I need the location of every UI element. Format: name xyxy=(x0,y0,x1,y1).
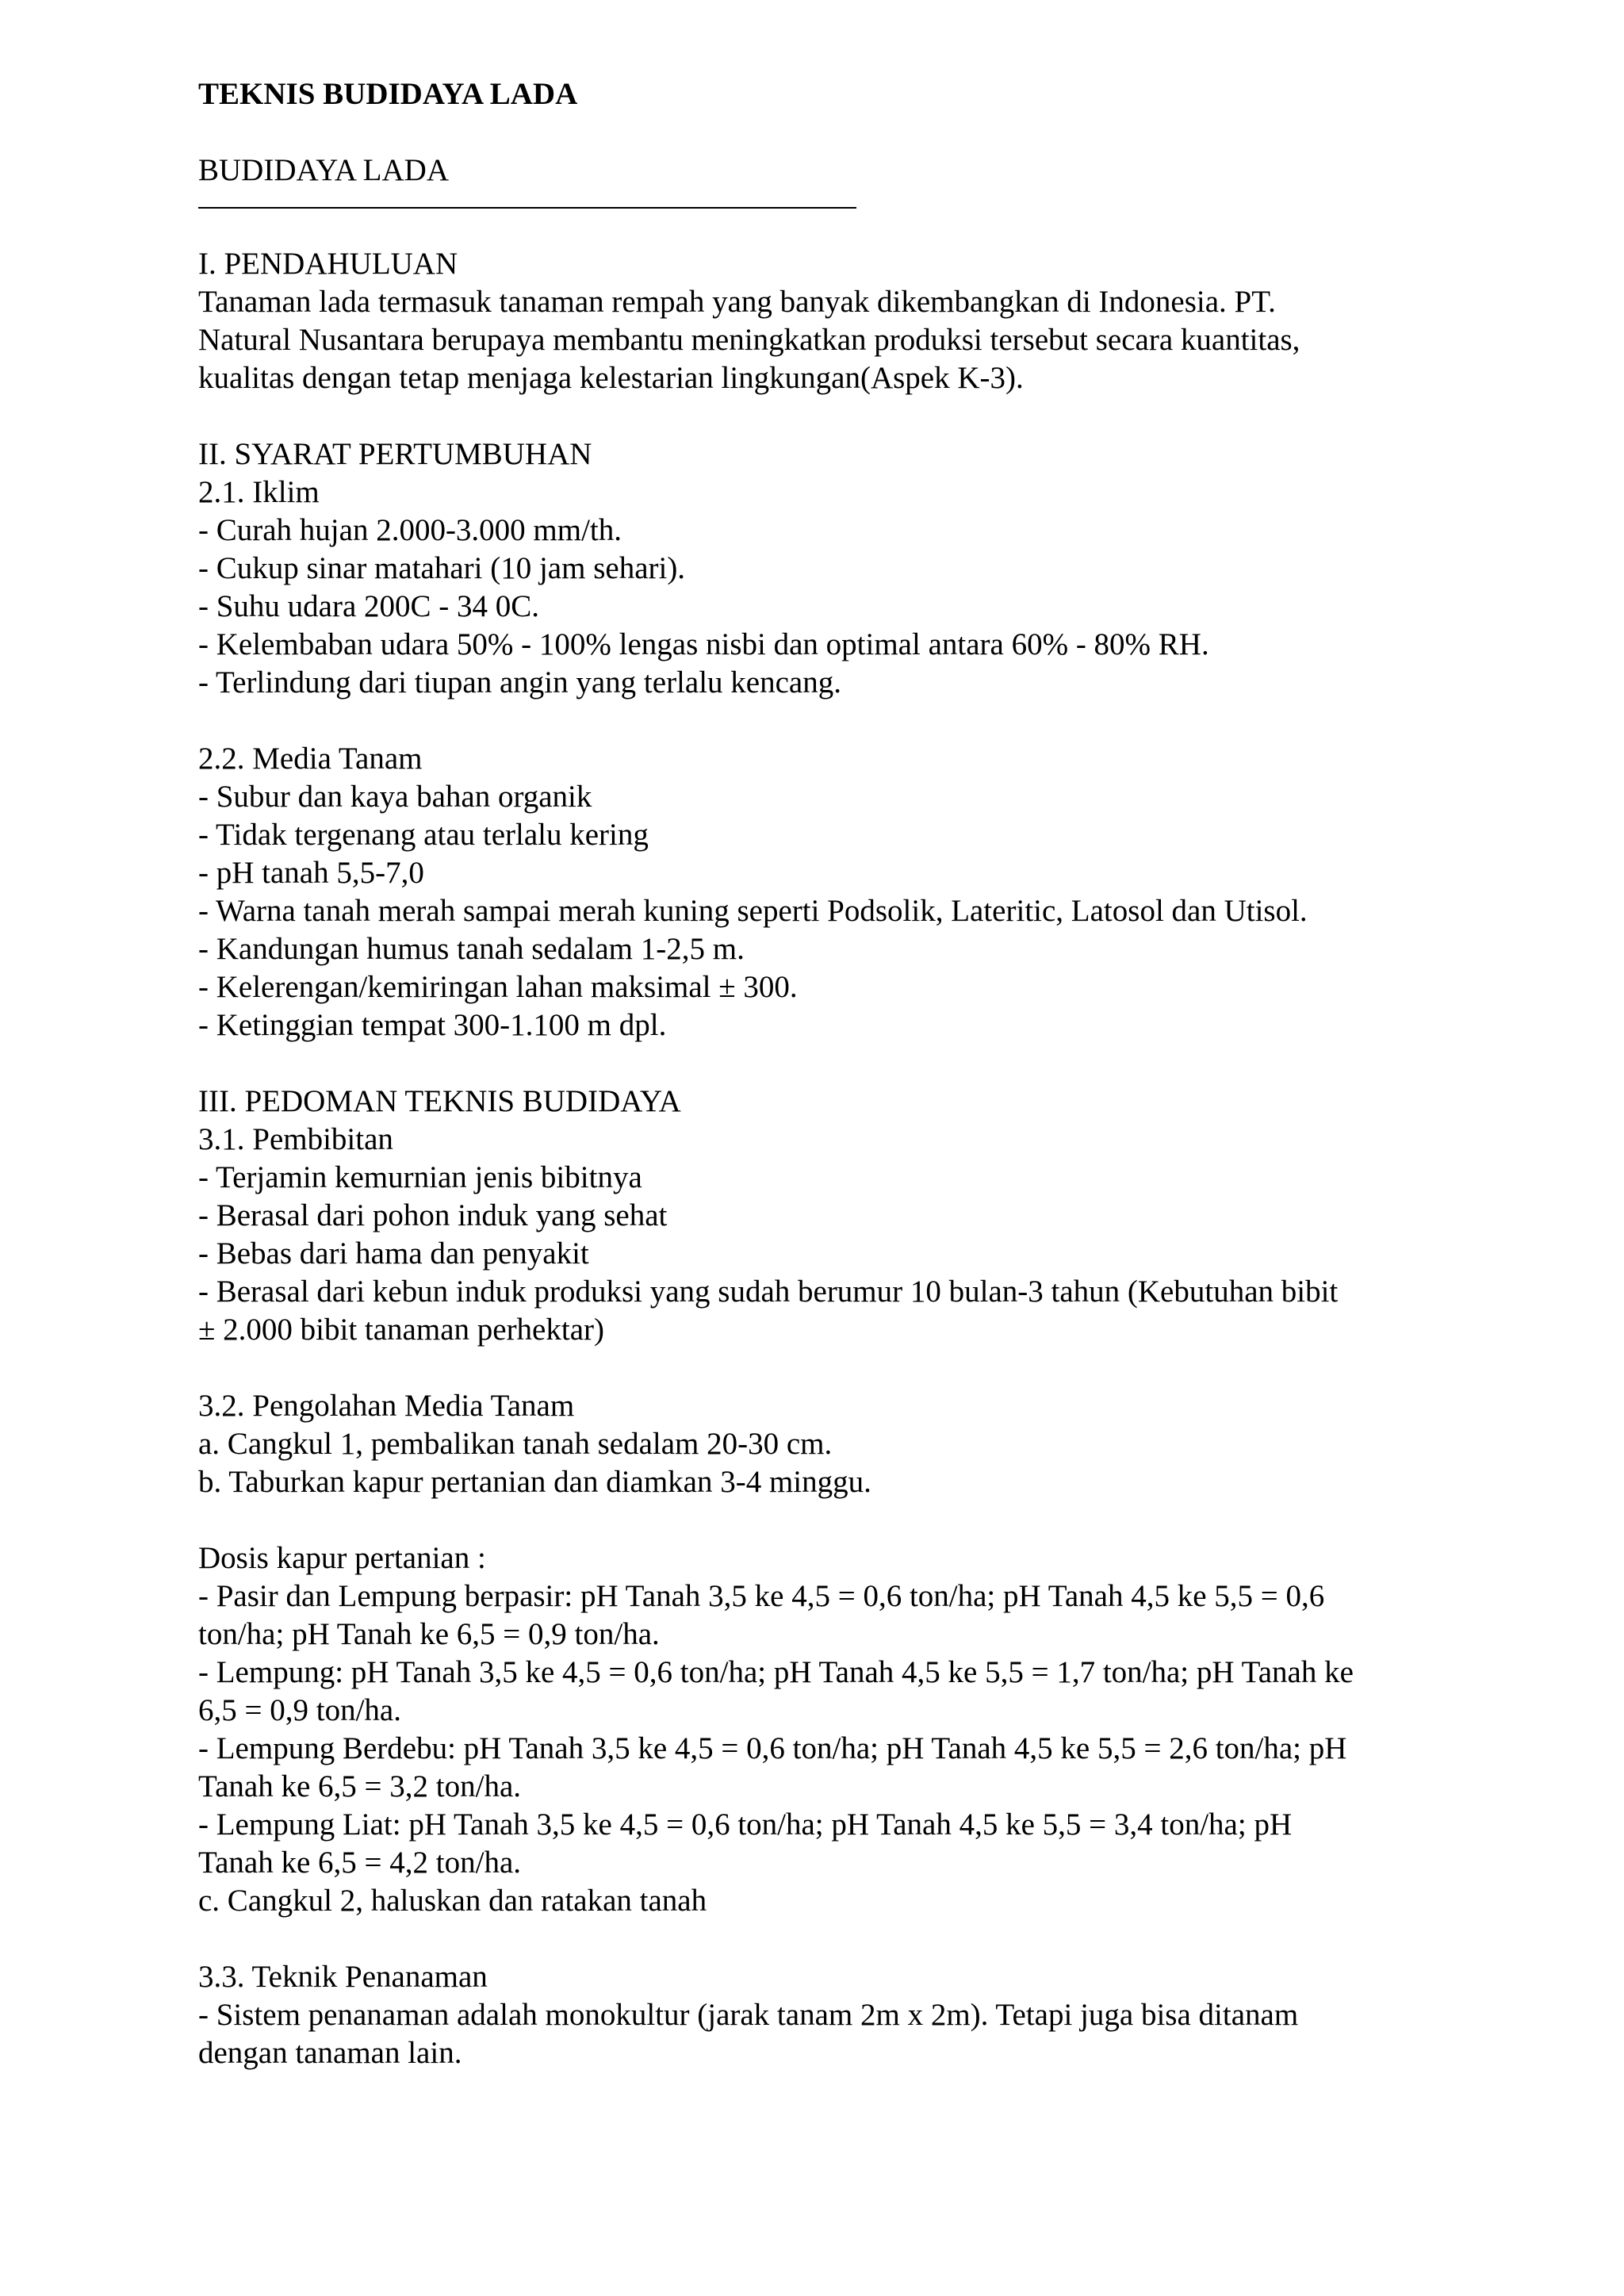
paragraph-line: Natural Nusantara berupaya membantu meningkatkan produksi tersebut secara kuantitas, xyxy=(198,323,1300,357)
paragraph-line: ton/ha; pH Tanah ke 6,5 = 0,9 ton/ha. xyxy=(198,1617,660,1651)
paragraph-line: - Lempung: pH Tanah 3,5 ke 4,5 = 0,6 ton/ha; pH Tanah 4,5 ke 5,5 = 1,7 ton/ha; pH Tanah ke xyxy=(198,1655,1354,1689)
section-block xyxy=(198,1539,1467,1920)
paragraph-line: b. Taburkan kapur pertanian dan diamkan 3-4 minggu. xyxy=(198,1465,871,1499)
paragraph-line: - Warna tanah merah sampai merah kuning seperti Podsolik, Lateritic, Latosol dan Utisol. xyxy=(198,894,1308,928)
paragraph-line: - Lempung Liat: pH Tanah 3,5 ke 4,5 = 0,6 ton/ha; pH Tanah 4,5 ke 5,5 = 3,4 ton/ha; pH xyxy=(198,1807,1293,1842)
document-subtitle: BUDIDAYA LADA xyxy=(198,153,449,187)
section-block xyxy=(198,435,1467,702)
paragraph-line: - Subur dan kaya bahan organik xyxy=(198,780,592,814)
section-block xyxy=(198,1958,1467,2072)
paragraph-line: - Berasal dari kebun induk produksi yang sudah berumur 10 bulan-3 tahun (Kebutuhan bibit xyxy=(198,1274,1339,1309)
paragraph-line: a. Cangkul 1, pembalikan tanah sedalam 20-30 cm. xyxy=(198,1427,833,1461)
section-block xyxy=(198,245,1467,397)
section-heading: II. SYARAT PERTUMBUHAN xyxy=(198,437,592,471)
paragraph-line: - Cukup sinar matahari (10 jam sehari). xyxy=(198,551,686,585)
paragraph-line: - Kelembaban udara 50% - 100% lengas nisbi dan optimal antara 60% - 80% RH. xyxy=(198,627,1209,661)
paragraph-line: - Curah hujan 2.000-3.000 mm/th. xyxy=(198,513,622,547)
section-heading: Dosis kapur pertanian : xyxy=(198,1541,486,1575)
paragraph-line: - Kandungan humus tanah sedalam 1-2,5 m. xyxy=(198,932,745,966)
paragraph-line: - Sistem penanaman adalah monokultur (jarak tanam 2m x 2m). Tetapi juga bisa ditanam xyxy=(198,1998,1299,2032)
section-heading: 2.2. Media Tanam xyxy=(198,742,423,776)
paragraph-line: Tanaman lada termasuk tanaman rempah yang banyak dikembangkan di Indonesia. PT. xyxy=(198,285,1276,319)
paragraph-line: c. Cangkul 2, haluskan dan ratakan tanah xyxy=(198,1884,707,1918)
paragraph-line: - Kelerengan/kemiringan lahan maksimal ± 300. xyxy=(198,970,798,1004)
section-heading: 3.3. Teknik Penanaman xyxy=(198,1960,488,1994)
document-title: TEKNIS BUDIDAYA LADA xyxy=(198,77,578,111)
section-block xyxy=(198,1387,1467,1501)
paragraph-line: - pH tanah 5,5-7,0 xyxy=(198,856,424,890)
title-underline xyxy=(198,207,856,209)
paragraph-line: - Ketinggian tempat 300-1.100 m dpl. xyxy=(198,1008,667,1042)
paragraph-line: - Bebas dari hama dan penyakit xyxy=(198,1236,589,1271)
paragraph-line: - Lempung Berdebu: pH Tanah 3,5 ke 4,5 = 0,6 ton/ha; pH Tanah 4,5 ke 5,5 = 2,6 ton/ha; pH xyxy=(198,1731,1347,1765)
paragraph-line: kualitas dengan tetap menjaga kelestarian lingkungan(Aspek K-3). xyxy=(198,361,1024,395)
section-heading: 3.2. Pengolahan Media Tanam xyxy=(198,1389,575,1423)
paragraph-line: - Terlindung dari tiupan angin yang terlalu kencang. xyxy=(198,665,841,700)
paragraph-line: 2.1. Iklim xyxy=(198,475,320,509)
paragraph-line: - Suhu udara 200C - 34 0C. xyxy=(198,589,540,623)
section-block xyxy=(198,1083,1467,1349)
paragraph-line: 6,5 = 0,9 ton/ha. xyxy=(198,1693,401,1727)
paragraph-line: - Tidak tergenang atau terlalu kering xyxy=(198,818,649,852)
section-heading: III. PEDOMAN TEKNIS BUDIDAYA xyxy=(198,1084,681,1118)
paragraph-line: Tanah ke 6,5 = 3,2 ton/ha. xyxy=(198,1769,522,1803)
section-heading: I. PENDAHULUAN xyxy=(198,247,458,281)
paragraph-line: dengan tanaman lain. xyxy=(198,2036,462,2070)
paragraph-line: - Berasal dari pohon induk yang sehat xyxy=(198,1198,668,1232)
paragraph-line: Tanah ke 6,5 = 4,2 ton/ha. xyxy=(198,1846,522,1880)
document-body xyxy=(198,245,1467,2072)
paragraph-line: - Terjamin kemurnian jenis bibitnya xyxy=(198,1160,642,1194)
document-page xyxy=(198,75,1467,2072)
paragraph-line: ± 2.000 bibit tanaman perhektar) xyxy=(198,1313,604,1347)
paragraph-line: - Pasir dan Lempung berpasir: pH Tanah 3,5 ke 4,5 = 0,6 ton/ha; pH Tanah 4,5 ke 5,5 = 0,6 xyxy=(198,1579,1325,1613)
section-block xyxy=(198,740,1467,1045)
paragraph-line: 3.1. Pembibitan xyxy=(198,1122,393,1156)
